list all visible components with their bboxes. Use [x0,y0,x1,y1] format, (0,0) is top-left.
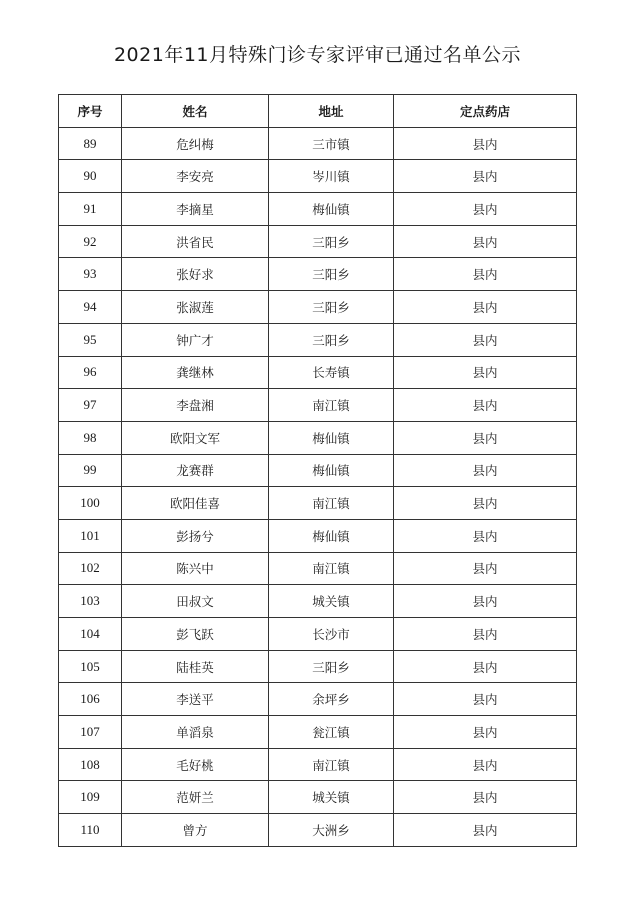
cell-address: 梅仙镇 [269,454,394,487]
cell-pharmacy: 县内 [394,389,577,422]
cell-address: 大洲乡 [269,814,394,847]
cell-address: 岑川镇 [269,160,394,193]
cell-serial: 91 [59,193,122,226]
cell-address: 三阳乡 [269,291,394,324]
cell-name: 李摘星 [122,193,269,226]
cell-name: 李盘湘 [122,389,269,422]
cell-serial: 102 [59,552,122,585]
table-row [59,160,577,193]
cell-address: 三阳乡 [269,225,394,258]
cell-serial: 92 [59,225,122,258]
cell-pharmacy: 县内 [394,421,577,454]
table-row [59,356,577,389]
cell-name: 陆桂英 [122,650,269,683]
cell-serial: 103 [59,585,122,618]
cell-serial: 100 [59,487,122,520]
cell-address: 三阳乡 [269,323,394,356]
cell-pharmacy: 县内 [394,814,577,847]
cell-pharmacy: 县内 [394,716,577,749]
cell-pharmacy: 县内 [394,618,577,651]
cell-address: 长寿镇 [269,356,394,389]
table-row [59,193,577,226]
cell-address: 余坪乡 [269,683,394,716]
cell-serial: 104 [59,618,122,651]
cell-serial: 108 [59,748,122,781]
table-row [59,618,577,651]
cell-address: 南江镇 [269,552,394,585]
table-row [59,291,577,324]
cell-address: 城关镇 [269,781,394,814]
table-row [59,585,577,618]
table-row [59,716,577,749]
table-row [59,748,577,781]
cell-pharmacy: 县内 [394,748,577,781]
cell-name: 李送平 [122,683,269,716]
cell-name: 毛好桃 [122,748,269,781]
cell-name: 欧阳文军 [122,421,269,454]
cell-pharmacy: 县内 [394,127,577,160]
table-row [59,814,577,847]
cell-name: 危纠梅 [122,127,269,160]
cell-name: 欧阳佳喜 [122,487,269,520]
cell-pharmacy: 县内 [394,585,577,618]
cell-name: 田叔文 [122,585,269,618]
cell-serial: 96 [59,356,122,389]
table-header-row [59,95,577,128]
cell-name: 陈兴中 [122,552,269,585]
cell-pharmacy: 县内 [394,258,577,291]
cell-pharmacy: 县内 [394,193,577,226]
cell-pharmacy: 县内 [394,160,577,193]
cell-name: 张淑莲 [122,291,269,324]
cell-serial: 89 [59,127,122,160]
table-row [59,650,577,683]
cell-address: 南江镇 [269,487,394,520]
cell-name: 李安亮 [122,160,269,193]
cell-pharmacy: 县内 [394,291,577,324]
table-row [59,454,577,487]
cell-address: 三阳乡 [269,650,394,683]
cell-pharmacy: 县内 [394,683,577,716]
cell-name: 彭扬兮 [122,519,269,552]
cell-address: 南江镇 [269,389,394,422]
cell-pharmacy: 县内 [394,323,577,356]
cell-serial: 93 [59,258,122,291]
cell-pharmacy: 县内 [394,225,577,258]
cell-serial: 110 [59,814,122,847]
cell-serial: 90 [59,160,122,193]
cell-pharmacy: 县内 [394,650,577,683]
cell-serial: 99 [59,454,122,487]
table-row [59,781,577,814]
cell-serial: 109 [59,781,122,814]
cell-address: 梅仙镇 [269,421,394,454]
cell-name: 龙赛群 [122,454,269,487]
header-address: 地址 [269,95,394,128]
cell-name: 张好求 [122,258,269,291]
cell-serial: 94 [59,291,122,324]
cell-name: 钟广才 [122,323,269,356]
table-row [59,127,577,160]
table-row [59,519,577,552]
table-row [59,225,577,258]
cell-address: 梅仙镇 [269,519,394,552]
page-title: 2021年11月特殊门诊专家评审已通过名单公示 [113,44,522,66]
cell-pharmacy: 县内 [394,487,577,520]
table-row [59,683,577,716]
approved-list-table [58,94,577,847]
cell-name: 单滔泉 [122,716,269,749]
cell-address: 梅仙镇 [269,193,394,226]
cell-pharmacy: 县内 [394,519,577,552]
cell-address: 三市镇 [269,127,394,160]
cell-address: 三阳乡 [269,258,394,291]
header-serial: 序号 [59,95,122,128]
table-body [59,127,577,846]
cell-serial: 107 [59,716,122,749]
cell-address: 城关镇 [269,585,394,618]
cell-name: 范妍兰 [122,781,269,814]
table-row [59,389,577,422]
cell-serial: 101 [59,519,122,552]
cell-serial: 95 [59,323,122,356]
cell-pharmacy: 县内 [394,454,577,487]
cell-address: 南江镇 [269,748,394,781]
cell-address: 长沙市 [269,618,394,651]
header-pharmacy: 定点药店 [394,95,577,128]
cell-name: 彭飞跃 [122,618,269,651]
cell-serial: 106 [59,683,122,716]
cell-name: 洪省民 [122,225,269,258]
cell-pharmacy: 县内 [394,552,577,585]
cell-pharmacy: 县内 [394,356,577,389]
cell-serial: 97 [59,389,122,422]
cell-name: 龚继林 [122,356,269,389]
cell-serial: 105 [59,650,122,683]
cell-address: 瓮江镇 [269,716,394,749]
table-row [59,421,577,454]
header-name: 姓名 [122,95,269,128]
table-row [59,323,577,356]
table-row [59,552,577,585]
cell-serial: 98 [59,421,122,454]
table-row [59,487,577,520]
table-row [59,258,577,291]
cell-pharmacy: 县内 [394,781,577,814]
cell-name: 曾方 [122,814,269,847]
